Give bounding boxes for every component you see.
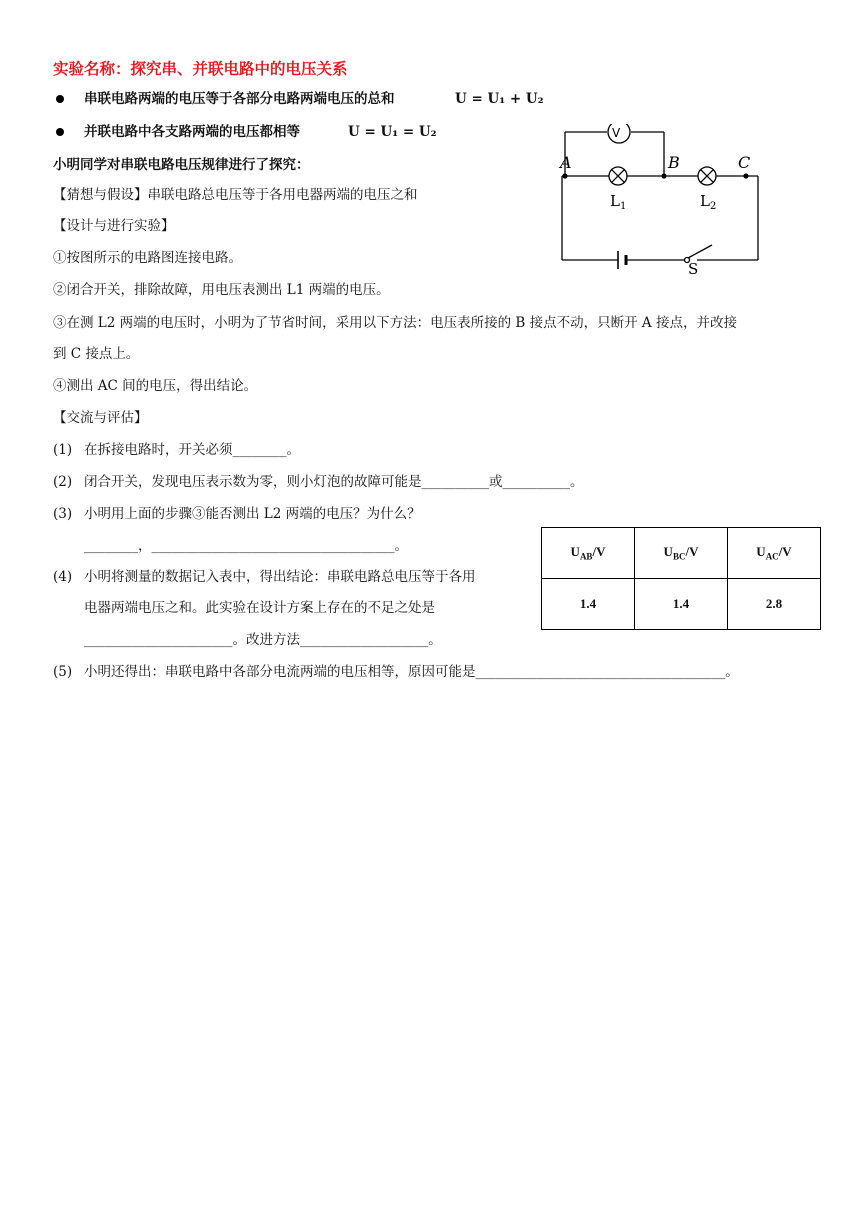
lamp-l1-label: $L_1$ [610,192,627,212]
voltage-data-table [541,527,821,630]
lamp-l2-label: $L_2$ [700,192,717,212]
bullet-series-text: 串联电路两端的电压等于各部分电路两端电压的总和 [84,91,395,107]
q3-answer-line: ________，____________________________________。 [84,538,408,554]
step-3: ③在测 L2 两端的电压时，小明为了节省时间，采用以下方法：电压表所接的 B 接点不动，只断开 A 接点，并改接 [53,315,737,331]
voltmeter-label: V [612,126,621,140]
parallel-formula [348,122,437,142]
bullet-parallel-law [84,122,300,142]
q5-num: (5) [53,664,73,680]
node-b-dot [661,173,666,178]
header-uab: $U_{AB}/V$ [542,528,635,579]
hypothesis-text: 【猜想与假设】串联电路总电压等于各用电器两端的电压之和 [53,187,418,203]
header-uac: $U_{AC}/V$ [728,528,821,579]
circuit-diagram [552,124,767,274]
eval-header: 【交流与评估】 [53,410,148,426]
node-a-label: A [560,153,572,172]
step-4: ④测出 AC 间的电压，得出结论。 [53,378,258,394]
switch-blade [688,245,712,258]
q2-num: (2) [53,474,73,490]
design-header: 【设计与进行实验】 [53,218,175,234]
series-formula [455,89,544,109]
step-2: ②闭合开关，排除故障，用电压表测出 L1 两端的电压。 [53,282,390,298]
series-formula-text: U = U₁ + U₂ [455,91,544,107]
q3-num: (3) [53,506,73,522]
bullet-dot-2 [56,128,64,136]
node-c-label: C [738,153,751,172]
q4-line-2: 电器两端电压之和。此实验在设计方案上存在的不足之处是 [84,600,435,616]
q4-num: (4) [53,569,73,585]
q3-text: 小明用上面的步骤③能否测出 L2 两端的电压？为什么？ [84,506,421,522]
step-3-cont: 到 C 接点上。 [53,346,140,362]
q4-line-1: 小明将测量的数据记入表中，得出结论：串联电路总电压等于各用 [84,569,476,585]
bullet-parallel-text: 并联电路中各支路两端的电压都相等 [84,124,300,140]
step-1: ①按图所示的电路图连接电路。 [53,250,242,266]
parallel-formula-text: U = U₁ = U₂ [348,124,437,140]
q4-line-3: ______________________。改进方法___________________。 [84,632,442,648]
switch-label: S [688,260,699,274]
bullet-dot-1 [56,95,64,103]
header-ubc: $U_{BC}/V$ [635,528,728,579]
node-b-label: B [668,153,680,172]
value-ubc: 1.4 [635,579,728,630]
node-a-dot [562,173,567,178]
value-uab: 1.4 [542,579,635,630]
q2-text: 闭合开关，发现电压表示数为零，则小灯泡的故障可能是__________或__________。 [84,474,584,490]
node-c-dot [743,173,748,178]
q5-text: 小明还得出：串联电路中各部分电流两端的电压相等，原因可能是_____________________________________。 [84,664,739,680]
value-uac: 2.8 [728,579,821,630]
q1-text: 在拆接电路时，开关必须________。 [84,442,300,458]
table-header-row [542,528,821,579]
intro-text: 小明同学对串联电路电压规律进行了探究： [53,157,310,173]
page-title: 实验名称：探究串、并联电路中的电压关系 [53,60,348,78]
bullet-series-law [84,89,395,109]
q1-num: (1) [53,442,73,458]
table-row [542,579,821,630]
